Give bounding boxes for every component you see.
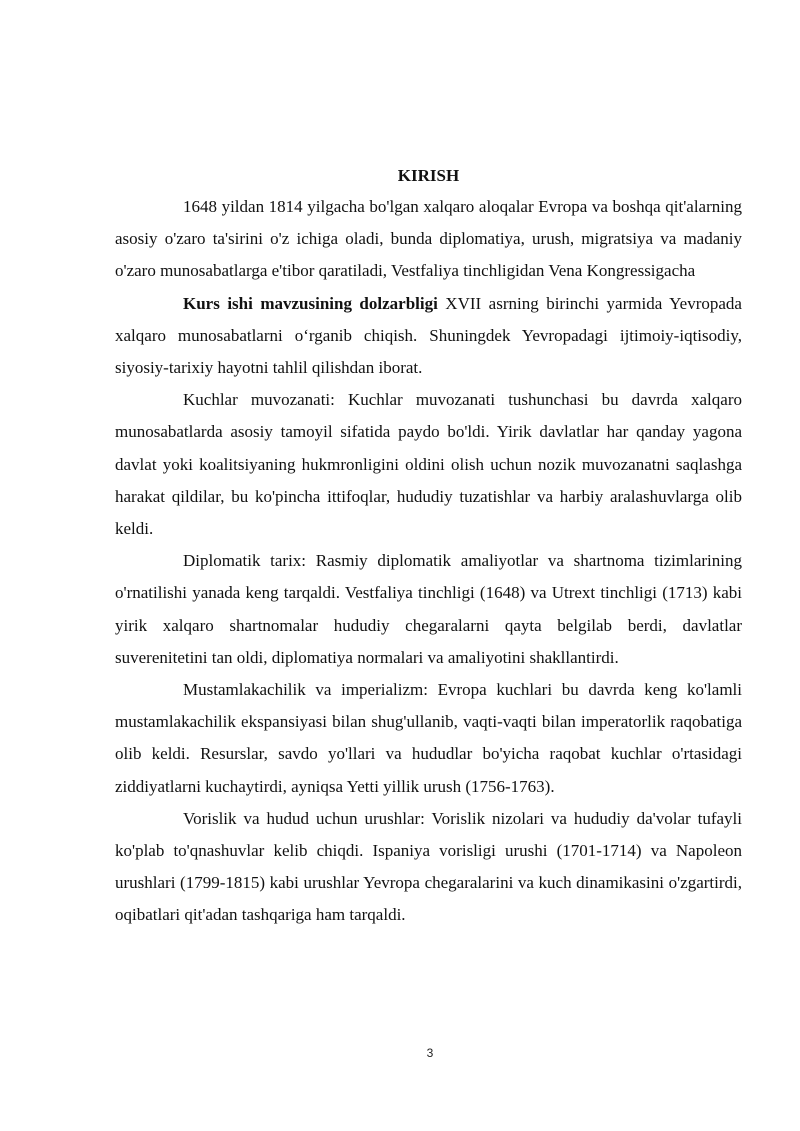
- paragraph-lead-bold: Kurs ishi mavzusining dolzarbligi: [183, 293, 438, 313]
- paragraph-succession-wars: [115, 803, 742, 932]
- paragraph-intro: [115, 191, 742, 288]
- paragraph-text: Diplomatik tarix: Rasmiy diplomatik amaliyotlar va shartnoma tizimlarining o'rnatilishi yanada keng tarqaldi. Vestfaliya tinchligi (1648) va Utrext tinchligi (1713) kabi yirik xalqaro shartnomalar hududiy chegaralarni qayta belgilab berdi, davlatlar suverenitetini tan oldi, diplomatiya normalari va amaliyotini shakllantirdi.: [115, 551, 742, 667]
- paragraph-balance-of-power: [115, 384, 742, 545]
- paragraph-text: XVII asrning birinchi yarmida Yevropada xalqaro munosabatlarni oʻrganib chiqish. Shuningdek Yevropadagi ijtimoiy-iqtisodiy, siyosiy-tarixiy hayotni tahlil qilishdan iborat.: [115, 293, 742, 378]
- paragraph-text: Vorislik va hudud uchun urushlar: Vorislik nizolari va hududiy da'volar tufayli ko'plab to'qnashuvlar kelib chiqdi. Ispaniya vorisligi urushi (1701-1714) va Napoleon urushlari (1799-1815) kabi urushlar Yevropa chegaralarini va kuch dinamikasini o'zgartirdi, oqibatlari qit'adan tashqariga ham tarqaldi.: [115, 808, 742, 925]
- paragraph-colonialism: [115, 674, 742, 803]
- paragraph-diplomatic-history: [115, 545, 742, 674]
- document-page: [115, 164, 742, 932]
- section-title: KIRISH: [397, 166, 460, 185]
- paragraph-text: Mustamlakachilik va imperializm: Evropa kuchlari bu davrda keng ko'lamli mustamlakachilik ekspansiyasi bilan shug'ullanib, vaqti-vaqti bilan imperatorlik raqobatiga olib keldi. Resurslar, savdo yo'llari va hududlar bo'yicha raqobat kuchlar o'rtasidagi ziddiyatlarni kuchaytirdi, ayniqsa Yetti yillik urush (1756-1763).: [115, 680, 742, 796]
- paragraph-text: Kuchlar muvozanati: Kuchlar muvozanati tushunchasi bu davrda xalqaro munosabatlarda asosiy tamoyil sifatida paydo bo'ldi. Yirik davlatlar har qanday yagona davlat yoki koalitsiyaning hukmronligini oldini olish uchun nozik muvozanatni saqlashga harakat qildilar, bu ko'pincha ittifoqlar, hududiy tuzatishlar va harbiy aralashuvlarga olib keldi.: [115, 390, 742, 539]
- paragraph-relevance: [115, 288, 742, 385]
- paragraph-text: 1648 yildan 1814 yilgacha bo'lgan xalqaro aloqalar Evropa va boshqa qit'alarning asosiy o'zaro ta'sirini o'z ichiga oladi, bunda diplomatiya, urush, migratsiya va madaniy o'zaro munosabatlarga e'tibor qaratiladi, Vestfaliya tinchligidan Vena Kongressigacha: [115, 197, 742, 281]
- page-number: 3: [426, 1046, 434, 1060]
